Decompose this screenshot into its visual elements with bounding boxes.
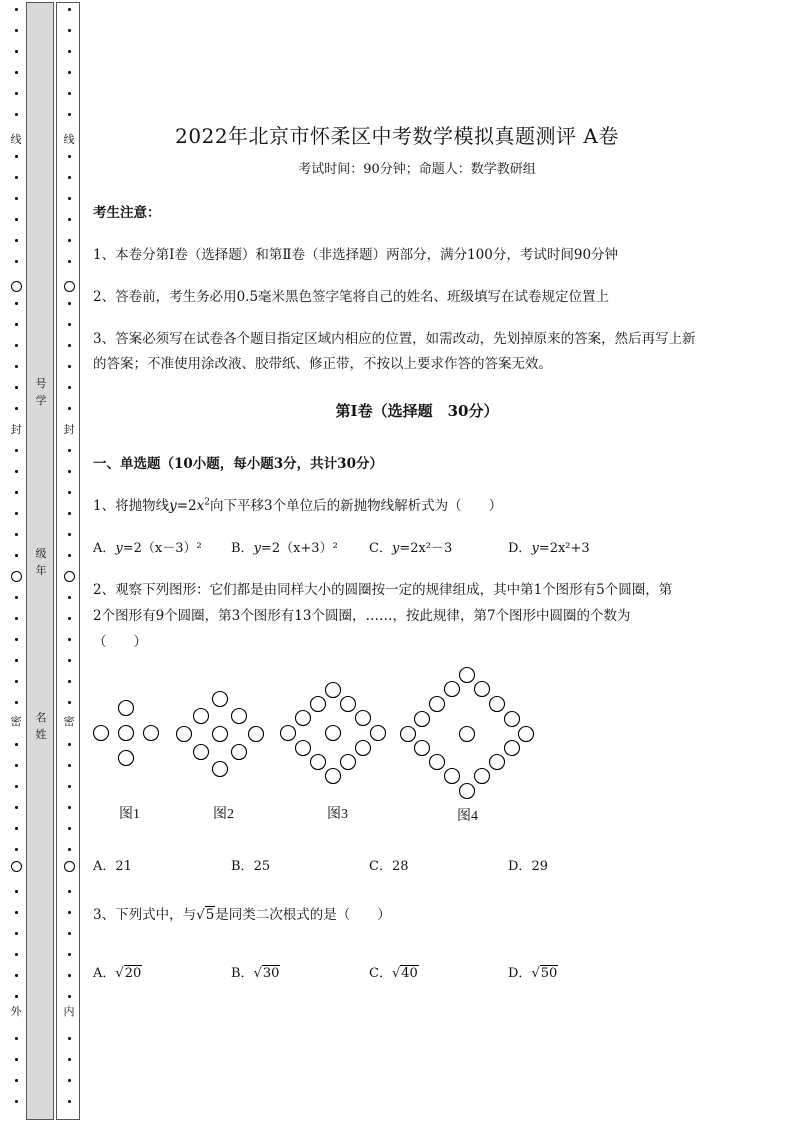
inner-cut-line-dot bbox=[68, 512, 71, 515]
outer-cut-line-dot bbox=[15, 512, 18, 515]
inner-cut-line-dot bbox=[68, 344, 71, 347]
outer-cut-line-dot bbox=[15, 197, 18, 200]
outer-cut-line-dot bbox=[15, 806, 18, 809]
inner-mark-inside: 内 bbox=[63, 1005, 75, 1018]
inner-cut-line-dot bbox=[68, 365, 71, 368]
question-1-stem bbox=[93, 494, 502, 514]
inner-cut-line-dot bbox=[68, 323, 71, 326]
inner-cut-line-dot bbox=[68, 92, 71, 95]
inner-cut-line-dot bbox=[68, 701, 71, 704]
inner-cut-line-dot bbox=[68, 554, 71, 557]
outer-cut-line-dot bbox=[15, 974, 18, 977]
outer-cut-line-dot bbox=[15, 638, 18, 641]
outer-cut-line-dot bbox=[15, 848, 18, 851]
figure-3 bbox=[277, 680, 389, 786]
outer-cut-line-dot bbox=[15, 407, 18, 410]
q1-option-c-text: =2x²－3 bbox=[399, 541, 453, 556]
inner-cut-line-dot bbox=[68, 1079, 71, 1082]
inner-mark-line: 线 bbox=[63, 133, 75, 146]
q3-option-b-label: B． bbox=[231, 966, 254, 981]
inner-cut-line-dot bbox=[68, 260, 71, 263]
inner-cut-line-dot bbox=[68, 302, 71, 305]
outer-cut-line-dot bbox=[15, 176, 18, 179]
inner-mark-secret: 密 bbox=[63, 715, 75, 728]
inner-cut-line-dot bbox=[68, 1037, 71, 1040]
outer-cut-line-dot bbox=[15, 911, 18, 914]
outer-cut-line-dot bbox=[15, 92, 18, 95]
outer-cut-line-dot bbox=[15, 365, 18, 368]
question-2-line-3: （ ） bbox=[93, 634, 147, 650]
inner-cut-line-dot bbox=[68, 911, 71, 914]
q1-stem-prefix: 1、将抛物线 bbox=[93, 498, 170, 514]
grade-char-2: 年 bbox=[35, 564, 47, 577]
inner-cut-line-dot bbox=[68, 1058, 71, 1061]
q2-option-d-value: 29 bbox=[531, 859, 548, 874]
inner-cut-line-dot bbox=[68, 449, 71, 452]
q3-option-c-radicand: 40 bbox=[401, 966, 418, 981]
q2-option-c-value: 28 bbox=[391, 859, 409, 874]
outer-cut-line-dot bbox=[15, 260, 18, 263]
outer-cut-line-dot bbox=[15, 218, 18, 221]
figure-3-caption: 图3 bbox=[327, 807, 348, 822]
q1-stem-func: y bbox=[169, 498, 177, 514]
outer-mark-seal: 封 bbox=[10, 423, 22, 436]
q3-sqrt: √5 bbox=[196, 907, 215, 923]
inner-cut-line-dot bbox=[68, 743, 71, 746]
outer-cut-line-dot bbox=[15, 743, 18, 746]
q2-option-c-label: C． bbox=[369, 859, 392, 874]
outer-cut-line-dot bbox=[15, 953, 18, 956]
student-id-char-2: 学 bbox=[35, 394, 47, 407]
q2-option-b-label: B． bbox=[231, 859, 254, 874]
q1-option-a-text: =2（x－3）² bbox=[122, 541, 202, 556]
inner-cut-line-dot bbox=[68, 71, 71, 74]
q1-stem-var: x bbox=[196, 498, 205, 514]
inner-cut-line-dot bbox=[68, 470, 71, 473]
outer-cut-line-dot bbox=[15, 554, 18, 557]
inner-cut-line-dot bbox=[68, 953, 71, 956]
figure-4-caption: 图4 bbox=[457, 809, 478, 824]
inner-cut-line-dot bbox=[68, 596, 71, 599]
q3-option-a-radicand: 20 bbox=[124, 966, 142, 981]
outer-cut-line-circle-mark bbox=[11, 571, 22, 582]
inner-cut-line-dot bbox=[68, 995, 71, 998]
inner-cut-line-circle-mark bbox=[64, 281, 75, 292]
q1-option-d-label: D． bbox=[508, 541, 532, 556]
q1-option-a-label: A． bbox=[93, 541, 116, 556]
q1-option-a[interactable] bbox=[93, 537, 202, 556]
outer-cut-line-dot bbox=[15, 155, 18, 158]
outer-cut-line-dot bbox=[15, 29, 18, 32]
inner-cut-line-dot bbox=[68, 890, 71, 893]
inner-cut-line-dot bbox=[68, 764, 71, 767]
outer-cut-line-dot bbox=[15, 659, 18, 662]
figure-2-caption: 图2 bbox=[213, 807, 234, 822]
outer-cut-line-dot bbox=[15, 932, 18, 935]
q3-sqrt-radicand: 5 bbox=[205, 907, 215, 923]
q2-option-a-value: 21 bbox=[115, 859, 132, 874]
inner-cut-line-dot bbox=[68, 932, 71, 935]
outer-cut-line-dot bbox=[15, 344, 18, 347]
q3-option-c-sqrt: √40 bbox=[391, 966, 418, 981]
figure-1 bbox=[90, 695, 160, 767]
q1-option-c-var: y bbox=[391, 541, 400, 556]
outer-cut-line-circle-mark bbox=[11, 281, 22, 292]
figure-1-caption: 图1 bbox=[119, 807, 140, 822]
q3-option-c-label: C． bbox=[369, 966, 392, 981]
outer-cut-line-dot bbox=[15, 701, 18, 704]
inner-cut-line-dot bbox=[68, 1100, 71, 1103]
name-char-2: 姓 bbox=[35, 728, 47, 741]
inner-mark-seal: 封 bbox=[63, 423, 75, 436]
q3-option-d-sqrt: √50 bbox=[531, 966, 558, 981]
outer-cut-line-dot bbox=[15, 596, 18, 599]
q1-option-b-text: =2（x+3）² bbox=[260, 541, 338, 556]
inner-cut-line-dot bbox=[68, 239, 71, 242]
q1-option-c-label: C． bbox=[369, 541, 392, 556]
q2-option-a[interactable] bbox=[93, 855, 132, 874]
inner-cut-line-dot bbox=[68, 785, 71, 788]
q1-option-b[interactable] bbox=[231, 537, 338, 556]
inner-cut-line-dot bbox=[68, 386, 71, 389]
q2-option-d[interactable] bbox=[508, 855, 548, 874]
question-2-line-1: 2、观察下列图形：它们都是由同样大小的圆圈按一定的规律组成，其中第1个图形有5个圆圈，第 bbox=[93, 582, 673, 598]
outer-cut-line-dot bbox=[15, 1058, 18, 1061]
outer-mark-outside: 外 bbox=[10, 1005, 22, 1018]
inner-cut-line-dot bbox=[68, 176, 71, 179]
question-2-line-2: 2个图形有9个圆圈，第3个图形有13个圆圈，……，按此规律，第7个图形中圆圈的个数为 bbox=[93, 608, 631, 624]
inner-cut-line-dot bbox=[68, 29, 71, 32]
inner-cut-line-circle-mark bbox=[64, 861, 75, 872]
inner-cut-line-dot bbox=[68, 50, 71, 53]
student-id-char-1: 号 bbox=[35, 377, 47, 390]
q2-option-b[interactable] bbox=[231, 855, 270, 874]
notice-item-3-cont: 的答案；不准使用涂改液、胶带纸、修正带，不按以上要求作答的答案无效。 bbox=[93, 356, 552, 372]
inner-cut-line-dot bbox=[68, 848, 71, 851]
outer-cut-line-dot bbox=[15, 491, 18, 494]
outer-cut-line-dot bbox=[15, 50, 18, 53]
inner-cut-line-dot bbox=[68, 407, 71, 410]
inner-cut-line-dot bbox=[68, 197, 71, 200]
q3-option-c[interactable] bbox=[369, 962, 419, 981]
outer-cut-line-dot bbox=[15, 827, 18, 830]
name-char-1: 名 bbox=[35, 711, 47, 724]
q1-stem-suffix: 向下平移3个单位后的新抛物线解析式为（ ） bbox=[210, 498, 503, 514]
q3-stem-prefix: 3、下列式中，与 bbox=[93, 907, 197, 923]
inner-cut-line-circle-mark bbox=[64, 571, 75, 582]
inner-cut-line-dot bbox=[68, 533, 71, 536]
q2-option-b-value: 25 bbox=[253, 859, 271, 874]
q3-option-a[interactable] bbox=[93, 962, 142, 981]
q1-option-b-var: y bbox=[253, 541, 261, 556]
q1-stem-eq: =2 bbox=[176, 498, 197, 514]
grade-label bbox=[34, 545, 48, 579]
q1-option-d-var: y bbox=[531, 541, 539, 556]
q3-option-b-radicand: 30 bbox=[262, 966, 280, 981]
outer-cut-line-dot bbox=[15, 1079, 18, 1082]
inner-cut-line-dot bbox=[68, 974, 71, 977]
outer-cut-line-dot bbox=[15, 890, 18, 893]
outer-cut-line-dot bbox=[15, 239, 18, 242]
q3-option-b[interactable] bbox=[231, 962, 280, 981]
outer-cut-line-dot bbox=[15, 1100, 18, 1103]
inner-cut-line-dot bbox=[68, 491, 71, 494]
outer-cut-line-dot bbox=[15, 323, 18, 326]
outer-cut-line-dot bbox=[15, 617, 18, 620]
notice-heading: 考生注意： bbox=[93, 205, 161, 221]
page-title: 2022年北京市怀柔区中考数学模拟真题测评 A卷 bbox=[175, 124, 619, 148]
q3-option-d-radicand: 50 bbox=[540, 966, 558, 981]
outer-cut-line-dot bbox=[15, 302, 18, 305]
outer-cut-line-dot bbox=[15, 995, 18, 998]
q3-option-b-sqrt: √30 bbox=[253, 966, 280, 981]
outer-cut-line-dot bbox=[15, 680, 18, 683]
q2-option-a-label: A． bbox=[93, 859, 116, 874]
inner-cut-line-dot bbox=[68, 680, 71, 683]
outer-cut-line-dot bbox=[15, 449, 18, 452]
outer-cut-line-dot bbox=[15, 533, 18, 536]
page-subtitle: 考试时间：90分钟；命题人：数学教研组 bbox=[298, 162, 536, 177]
outer-cut-line-dot bbox=[15, 470, 18, 473]
inner-cut-line-dot bbox=[68, 8, 71, 11]
q1-option-c[interactable] bbox=[369, 537, 452, 556]
q1-option-d-text: =2x²+3 bbox=[538, 541, 590, 556]
q1-stem-exp: 2 bbox=[204, 497, 210, 508]
q3-option-d[interactable] bbox=[508, 962, 558, 981]
outer-mark-line: 线 bbox=[10, 133, 22, 146]
q3-stem-suffix: 是同类二次根式的是（ ） bbox=[215, 907, 391, 923]
notice-item-2: 2、答卷前，考生务必用0.5毫米黑色签字笔将自己的姓名、班级填写在试卷规定位置上 bbox=[93, 289, 610, 305]
inner-cut-line-dot bbox=[68, 155, 71, 158]
question-3-stem bbox=[93, 903, 391, 923]
section-title: 第Ⅰ卷（选择题 30分） bbox=[335, 402, 499, 420]
figure-4 bbox=[397, 664, 537, 800]
outer-cut-line-dot bbox=[15, 764, 18, 767]
name-label bbox=[34, 709, 48, 743]
inner-cut-line-dot bbox=[68, 617, 71, 620]
notice-item-1: 1、本卷分第Ⅰ卷（选择题）和第Ⅱ卷（非选择题）两部分，满分100分，考试时间90分钟 bbox=[93, 247, 619, 263]
q3-option-a-sqrt: √20 bbox=[115, 966, 142, 981]
outer-cut-line-dot bbox=[15, 8, 18, 11]
q3-option-a-label: A． bbox=[93, 966, 116, 981]
outer-cut-line-dot bbox=[15, 1037, 18, 1040]
outer-cut-line-circle-mark bbox=[11, 861, 22, 872]
notice-item-3: 3、答案必须写在试卷各个题目指定区域内相应的位置，如需改动，先划掉原来的答案，然后再写上新 bbox=[93, 331, 696, 347]
grade-char-1: 级 bbox=[35, 547, 47, 560]
inner-cut-line-dot bbox=[68, 638, 71, 641]
q3-option-d-label: D． bbox=[508, 966, 532, 981]
inner-cut-line-dot bbox=[68, 218, 71, 221]
inner-cut-line-dot bbox=[68, 806, 71, 809]
outer-cut-line-dot bbox=[15, 785, 18, 788]
inner-cut-line-dot bbox=[68, 827, 71, 830]
inner-cut-line-dot bbox=[68, 113, 71, 116]
outer-cut-line-dot bbox=[15, 113, 18, 116]
q2-option-c[interactable] bbox=[369, 855, 409, 874]
q1-option-d[interactable] bbox=[508, 537, 590, 556]
outer-cut-line-dot bbox=[15, 386, 18, 389]
q1-option-a-var: y bbox=[115, 541, 123, 556]
outer-mark-secret: 密 bbox=[10, 715, 22, 728]
inner-cut-line-dot bbox=[68, 659, 71, 662]
outer-cut-line-dot bbox=[15, 71, 18, 74]
figure-2 bbox=[173, 688, 267, 778]
part-heading: 一、单选题（10小题，每小题3分，共计30分） bbox=[93, 456, 383, 472]
q1-option-b-label: B． bbox=[231, 541, 254, 556]
q2-option-d-label: D． bbox=[508, 859, 532, 874]
